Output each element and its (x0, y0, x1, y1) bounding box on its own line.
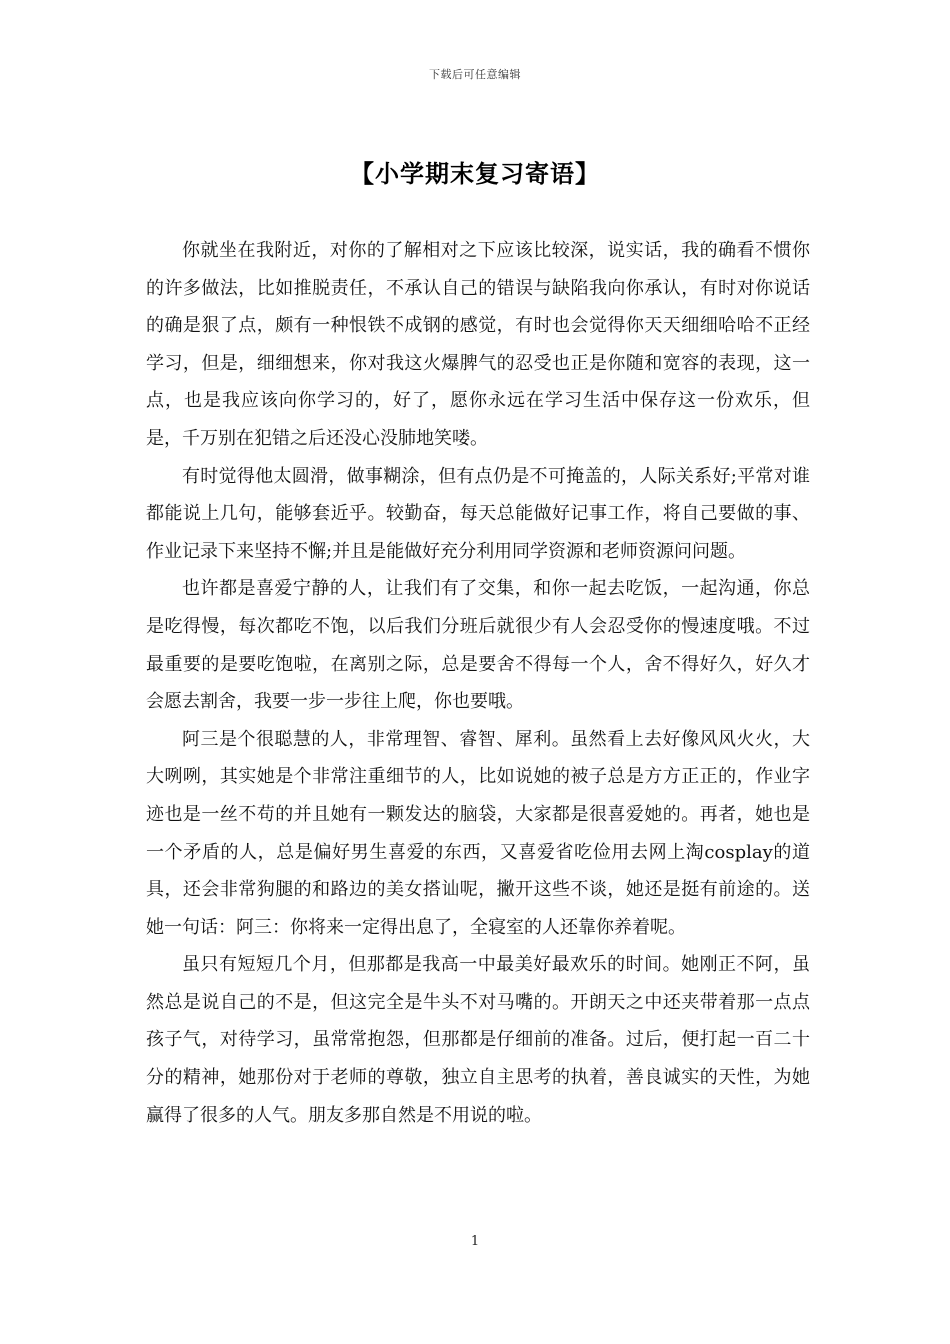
document-body (146, 232, 810, 1134)
document-title: 【小学期末复习寄语】 (350, 160, 600, 188)
paragraph: 阿三是个很聪慧的人，非常理智、睿智、犀利。虽然看上去好像风风火火，大大咧咧，其实她是个非常注重细节的人，比如说她的被子总是方方正正的，作业字迹也是一丝不苟的并且她有一颗发达的脑袋，大家都是很喜爱她的。再者，她也是一个矛盾的人，总是偏好男生喜爱的东西，又喜爱省吃俭用去网上淘cosplay的道具，还会非常狗腿的和路边的美女搭讪呢，撇开这些不谈，她还是挺有前途的。送她一句话：阿三：你将来一定得出息了，全寝室的人还靠你养着呢。 (146, 728, 810, 938)
header-note: 下载后可任意编辑 (429, 68, 521, 81)
paragraph: 有时觉得他太圆滑，做事糊涂，但有点仍是不可掩盖的，人际关系好;平常对谁都能说上几句，能够套近乎。较勤奋，每天总能做好记事工作，将自己要做的事、作业记录下来坚持不懈;并且是能做好充分利用同学资源和老师资源问问题。 (146, 465, 810, 562)
paragraph: 也许都是喜爱宁静的人，让我们有了交集，和你一起去吃饭，一起沟通，你总是吃得慢，每次都吃不饱，以后我们分班后就很少有人会忍受你的慢速度哦。不过最重要的是要吃饱啦，在离别之际，总是要舍不得每一个人，舍不得好久，好久才会愿去割舍，我要一步一步往上爬，你也要哦。 (146, 578, 810, 713)
page-number: 1 (470, 1234, 480, 1249)
paragraph: 虽只有短短几个月，但那都是我高一中最美好最欢乐的时间。她刚正不阿，虽然总是说自己的不是，但这完全是牛头不对马嘴的。开朗天之中还夹带着那一点点孩子气，对待学习，虽常常抱怨，但那都是仔细前的准备。过后，便打起一百二十分的精神，她那份对于老师的尊敬，独立自主思考的执着，善良诚实的天性，为她赢得了很多的人气。朋友多那自然是不用说的啦。 (146, 954, 810, 1126)
paragraph: 你就坐在我附近，对你的了解相对之下应该比较深，说实话，我的确看不惯你的许多做法，比如推脱责任，不承认自己的错误与缺陷我向你承认，有时对你说话的确是狠了点，颇有一种恨铁不成钢的感觉，有时也会觉得你天天细细哈哈不正经学习，但是，细细想来，你对我这火爆脾气的忍受也正是你随和宽容的表现，这一点，也是我应该向你学习的，好了，愿你永远在学习生活中保存这一份欢乐，但是，千万别在犯错之后还没心没肺地笑喽。 (146, 240, 810, 449)
